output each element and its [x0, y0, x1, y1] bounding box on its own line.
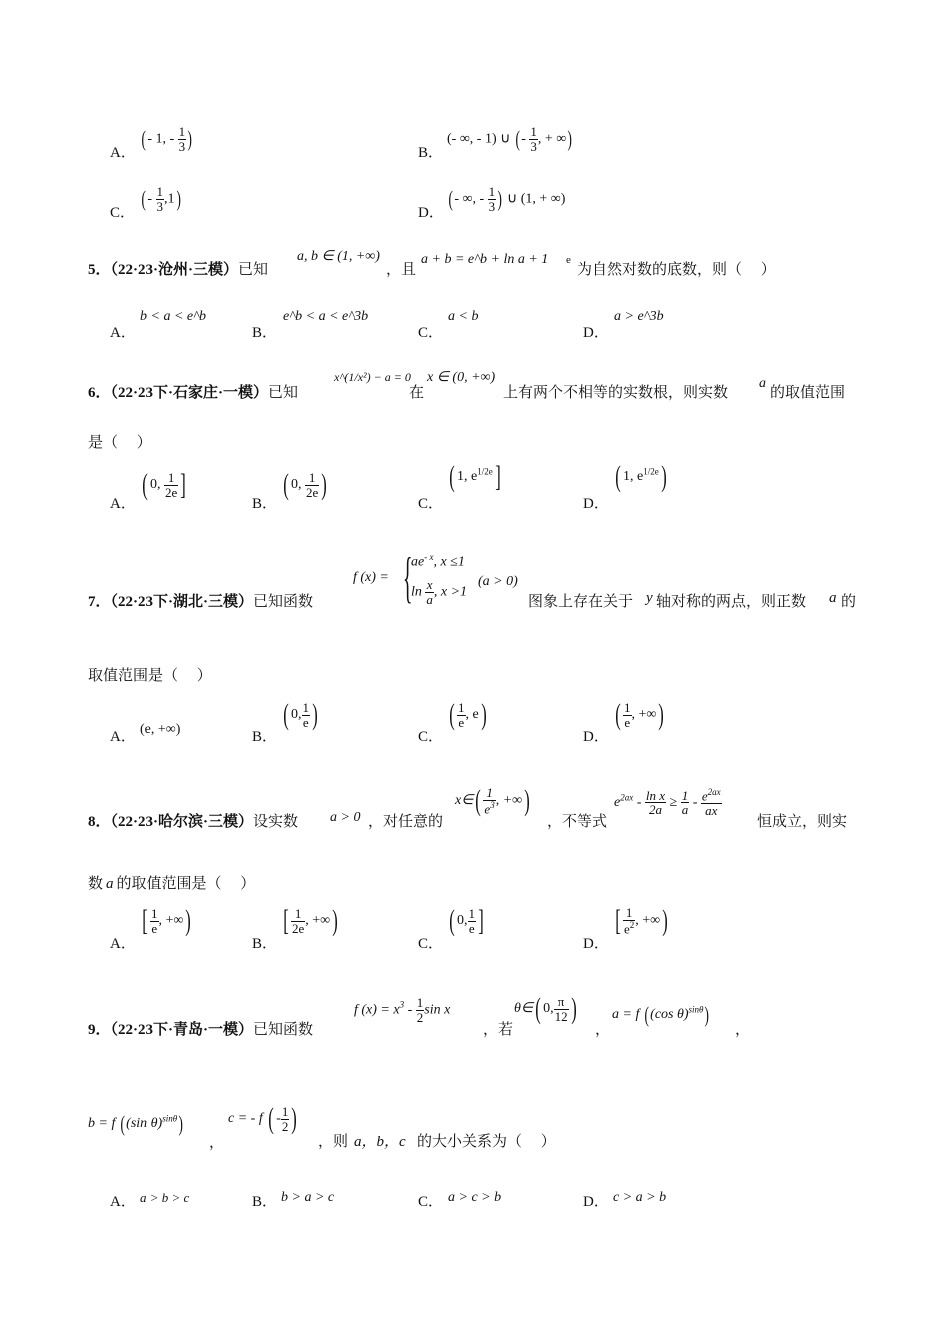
- q8-option-c-label: C．: [418, 936, 444, 952]
- q4-option-d-label: D．: [418, 205, 444, 221]
- q8-line2-pre: 数: [88, 876, 104, 892]
- q6-text-in: 在: [409, 385, 425, 401]
- q6-option-d-expr: ( 1, $e^{1/2e}$): [615, 460, 667, 493]
- q9-source-tag: （22·23下·青岛·一模）: [110, 1022, 254, 1038]
- q5-option-a-expr: b < a < e^b: [140, 309, 207, 324]
- q9-option-b-label: B．: [252, 1194, 278, 1210]
- q5-cond-ab: a, b ∈ (1, +∞): [297, 249, 380, 264]
- q6-option-a-label: A．: [110, 496, 136, 512]
- q6-text-post: 上有两个不相等的实数根，则实数: [503, 385, 729, 401]
- q9-option-d-expr: c > a > b: [613, 1190, 667, 1205]
- q9-a-def: a = f ((cos θ)$^{sin\theta}$): [612, 1002, 710, 1027]
- q6-option-c-label: C．: [418, 496, 444, 512]
- q4-option-c-label: C．: [110, 205, 136, 221]
- q9-function: f $(x) = x^3$ - $\frac{1}{2}$ sin x: [354, 995, 451, 1025]
- q9-text-sep2: ，: [209, 1135, 225, 1151]
- document-page: A． (- 1, - $\frac{1}{3}$ ) B． (- ∞, - 1) ∪ (- $\frac{1}{3}$ , + ∞) C． (- $\frac{1}{3}$ ,1) D． (- ∞, - $\frac{1}{3}$ ) ∪ (1, + ∞) 5．（22·23·沧州·三模）已知 a, b ∈ (1, +∞) ，且 a + b = e^b + ln a + 1 e 为自然对数的底数，则（ ） A． b < a < e^b B． e^b < a < e^3b C． a < b D． a > e^3b 6．（22·23下·石家庄·一模）已知 x^(1/x²) − a = 0 在 x ∈ (0, +∞) 上有两个不相等的实数根，则实数 a 的取值范围 是（ ） A． ( 0, $\frac{1}{2e}$ ] B． ( 0, $\frac{1}{2e}$ ) C． ( 1, $e^{1/2e}$] D． ( 1, $e^{1/2e}$) 7．（22·23下·湖北·三模）已知函数 f (x) = { $ae^{- x}$, x ≤1 ln $\frac{x}{a}$ , x >1 (a > 0) 图象上存在关于 y 轴对称的两点，则正数 a 的 取值范围是（ ） A． (e, +∞) B． ( 0, $\frac{1}{e}$ ) C． ( $\frac{1}{e}$ , e) D． ( $\frac{1}{e}$ , +∞) 8．（22·23·哈尔滨·三模）设实数 a > 0 ，对任意的 x∈( $\frac{1}{e^3}$ , +∞) ，不等式 $e^{2ax}$ - $\frac{\text{ln x}}{2a}$ ≥ $\frac{1}{a}$ - $\frac{e^{2ax}}{ax}$ 恒成立，则实 数 a 的取值范围是（ ） A． [ $\frac{1}{e}$ , +∞) B． [ $\frac{1}{2e}$ , +∞) C． ( 0, $\frac{1}{e}$ ] D． [ $\frac{1}{e^2}$ , +∞) 9．（22·23下·青岛·一模）已知函数 f $(x) = x^3$ - $\frac{1}{2}$ sin x ，若 θ∈( 0, $\frac{\pi}{12}$ ) ， a = f ((cos θ)$^{sin\theta}$) ， b = f ((sin θ)$^{sin\theta}$) ， c = - f ( - $\frac{1}{2}$ ) ，则 a，b，c 的大小关系为（ ） A． a > b > c B． b > a > c C． a > c > b D． c > a > b: [88, 124, 857, 1210]
- q5-option-d-label: D．: [583, 325, 609, 341]
- q4-option-a-label: A．: [110, 145, 136, 161]
- q7-option-b-label: B．: [252, 729, 278, 745]
- q5-option-b-expr: e^b < a < e^3b: [283, 309, 369, 324]
- q9-option-b-expr: b > a > c: [281, 1190, 335, 1205]
- q4-option-a-expr: (- 1, - $\frac{1}{3}$ ): [141, 124, 193, 154]
- q4-option-d-expr: (- ∞, - $\frac{1}{3}$ ) ∪ (1, + ∞): [448, 184, 566, 214]
- q8-number: 8．: [88, 814, 111, 830]
- q6-number: 6．: [88, 385, 111, 401]
- q4-option-c-expr: (- $\frac{1}{3}$ ,1): [141, 184, 181, 214]
- q7-option-b-expr: ( 0, $\frac{1}{e}$ ): [283, 698, 318, 731]
- q6-option-d-label: D．: [583, 496, 609, 512]
- q5-text-post: 为自然对数的底数，则（ ）: [577, 262, 776, 278]
- q8-line2-var: a: [106, 876, 114, 892]
- q9-c-def: c = - f ( - $\frac{1}{2}$ ): [228, 1102, 298, 1135]
- q8-domain: x∈( $\frac{1}{e^3}$ , +∞): [455, 784, 530, 817]
- q5-option-d-expr: a > e^3b: [614, 309, 664, 324]
- q5-number: 5．: [88, 262, 111, 278]
- q8-inequality: $e^{2ax}$ - $\frac{\text{ln x}}{2a}$ ≥ $\frac{1}{a}$ - $\frac{e^{2ax}}{ax}$: [614, 787, 721, 818]
- q9-option-a-expr: a > b > c: [140, 1190, 190, 1205]
- q5-stem: [88, 258, 268, 279]
- q9-vars: a，b，c: [354, 1134, 406, 1150]
- q5-source-tag: （22·23·沧州·三模）: [110, 262, 239, 278]
- q7-text-post2: 轴对称的两点，则正数: [656, 594, 807, 610]
- q5-option-c-expr: a < b: [448, 309, 479, 324]
- q6-option-c-expr: ( 1, $e^{1/2e}$]: [449, 460, 501, 493]
- q6-equation: x^(1/x²) − a = 0: [334, 370, 411, 384]
- q7-var-a: a: [829, 590, 837, 606]
- q6-option-b-label: B．: [252, 496, 278, 512]
- q5-text: 已知: [238, 262, 269, 278]
- q8-option-b-label: B．: [252, 936, 278, 952]
- q5-option-a-label: A．: [110, 325, 136, 341]
- q9-option-d-label: D．: [583, 1194, 609, 1210]
- q9-b-def: b = f ((sin θ)$^{sin\theta}$): [88, 1111, 184, 1136]
- q7-stem: [88, 590, 313, 611]
- q9-option-c-expr: a > c > b: [448, 1190, 502, 1205]
- q7-source-tag: （22·23下·湖北·三模）: [110, 594, 254, 610]
- q7-option-a-label: A．: [110, 729, 136, 745]
- q5-text-mid: ，且: [386, 262, 417, 278]
- q9-number: 9．: [88, 1022, 111, 1038]
- q8-option-d-expr: [ $\frac{1}{e^2}$ , +∞): [615, 904, 668, 937]
- q8-line2-post: 的取值范围是（ ）: [116, 876, 256, 892]
- q4-option-b-expr: (- ∞, - 1) ∪ (- $\frac{1}{3}$ , + ∞): [447, 124, 573, 154]
- q8-option-a-expr: [ $\frac{1}{e}$ , +∞): [142, 904, 192, 937]
- q9-text-post2: 的大小关系为（ ）: [417, 1134, 556, 1150]
- q8-text: 设实数: [253, 814, 299, 830]
- q6-text-line2: 是（ ）: [88, 435, 152, 451]
- q8-cond: a > 0: [330, 810, 361, 825]
- q6-text-post2: 的取值范围: [770, 385, 846, 401]
- q6-option-b-expr: ( 0, $\frac{1}{2e}$ ): [283, 468, 328, 501]
- q9-stem: [88, 1018, 313, 1039]
- q8-option-c-expr: ( 0, $\frac{1}{e}$ ]: [449, 904, 484, 937]
- q9-text-tail: ，: [735, 1022, 751, 1038]
- q6-source-tag: （22·23下·石家庄·一模）: [110, 385, 269, 401]
- q5-e-symbol: e: [566, 254, 571, 266]
- q7-number: 7．: [88, 594, 111, 610]
- q7-option-d-label: D．: [583, 729, 609, 745]
- q8-text-post: 恒成立，则实: [757, 814, 848, 830]
- q9-text-mid: ，若: [483, 1022, 514, 1038]
- q8-option-b-expr: [ $\frac{1}{2e}$ , +∞): [283, 904, 338, 937]
- q7-var-y: y: [646, 590, 653, 606]
- q9-text-post: ，则: [318, 1134, 349, 1150]
- q9-text-sep: ，: [595, 1022, 611, 1038]
- q7-option-a-expr: (e, +∞): [140, 722, 181, 737]
- q8-text-mid: ，对任意的: [368, 814, 444, 830]
- q7-text-post: 图象上存在关于: [528, 594, 634, 610]
- q5-option-c-label: C．: [418, 325, 444, 341]
- q9-text: 已知函数: [253, 1022, 314, 1038]
- q6-text: 已知: [268, 385, 299, 401]
- q5-option-b-label: B．: [252, 325, 278, 341]
- q8-text-mid2: ，不等式: [547, 814, 608, 830]
- q5-equation: a + b = e^b + ln a + 1: [421, 252, 549, 267]
- q8-line2: [88, 872, 255, 893]
- q6-var-a: a: [759, 376, 766, 391]
- q8-option-a-label: A．: [110, 936, 136, 952]
- q9-option-c-label: C．: [418, 1194, 444, 1210]
- q7-option-c-label: C．: [418, 729, 444, 745]
- q4-option-b-label: B．: [418, 145, 444, 161]
- q6-domain: x ∈ (0, +∞): [427, 370, 496, 385]
- q8-source-tag: （22·23·哈尔滨·三模）: [110, 814, 254, 830]
- q7-text-line2: 取值范围是（ ）: [88, 668, 212, 684]
- q9-option-a-label: A．: [110, 1194, 136, 1210]
- q8-stem: [88, 810, 298, 831]
- q6-stem: [88, 381, 298, 402]
- q6-option-a-expr: ( 0, $\frac{1}{2e}$ ]: [142, 468, 187, 501]
- q8-option-d-label: D．: [583, 936, 609, 952]
- q7-option-d-expr: ( $\frac{1}{e}$ , +∞): [615, 698, 665, 731]
- q9-theta-range: θ∈( 0, $\frac{\pi}{12}$ ): [514, 992, 577, 1025]
- q7-text: 已知函数: [253, 594, 314, 610]
- q7-text-post3: 的: [841, 594, 857, 610]
- q7-option-c-expr: ( $\frac{1}{e}$ , e): [449, 698, 487, 731]
